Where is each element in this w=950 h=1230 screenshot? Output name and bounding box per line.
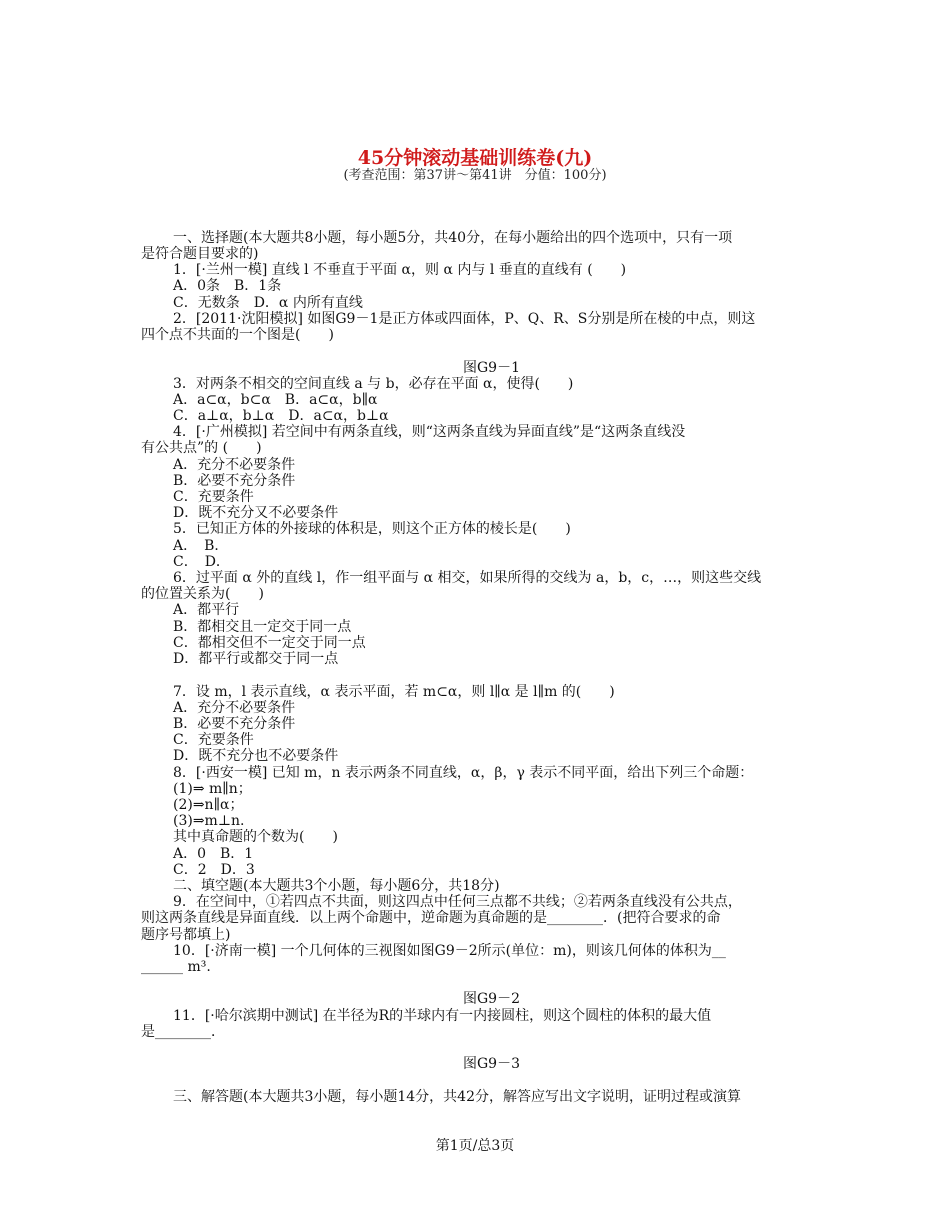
- question-line: 9．在空间中，①若四点不共面，则这四点中任何三点都不共线；②若两条直线没有公共点，: [173, 894, 742, 910]
- text-line: ______ m³.: [141, 959, 211, 975]
- text-line: 有公共点”的 ( ): [141, 440, 262, 456]
- text-line: 的位置关系为( ): [141, 586, 264, 602]
- text-line: 其中真命题的个数为( ): [173, 829, 338, 845]
- option-line: A．0条 B．1条: [173, 278, 282, 294]
- figure-caption: 图G9－2: [463, 991, 520, 1007]
- option-line: A．都平行: [173, 602, 240, 618]
- section-heading: 二、填空题(本大题共3个小题，每小题6分，共18分): [173, 878, 500, 894]
- question-line: 6．过平面 α 外的直线 l，作一组平面与 α 相交，如果所得的交线为 a，b，c，…，则这些交线: [173, 570, 762, 586]
- question-line: 4．[·广州模拟] 若空间中有两条直线，则“这两条直线为异面直线”是“这两条直线没: [173, 424, 686, 440]
- question-line: 3．对两条不相交的空间直线 a 与 b，必存在平面 α，使得( ): [173, 376, 574, 392]
- section-heading: 一、选择题(本大题共8小题，每小题5分，共40分，在每小题给出的四个选项中，只有一项: [173, 230, 733, 246]
- option-line: C．2 D．3: [173, 862, 255, 878]
- text-line: 四个点不共面的一个图是( ): [141, 327, 334, 343]
- question-line: 5．已知正方体的外接球的体积是，则这个正方体的棱长是( ): [173, 521, 571, 537]
- page-subtitle: (考查范围：第37讲～第41讲 分值：100分): [343, 168, 607, 183]
- option-line: C．a⊥α，b⊥α D．a⊂α，b⊥α: [173, 408, 389, 424]
- proposition-line: (2)⇒n∥α；: [173, 797, 244, 813]
- question-line: 8．[·西安一模] 已知 m，n 表示两条不同直线，α，β，γ 表示不同平面，给出下列三个命题：: [173, 765, 754, 781]
- option-line: C．都相交但不一定交于同一点: [173, 635, 366, 651]
- option-line: C． D．: [173, 554, 230, 570]
- page-footer: 第1页/总3页: [435, 1138, 515, 1154]
- option-line: A．0 B．1: [173, 846, 254, 862]
- figure-caption: 图G9－1: [463, 360, 520, 376]
- question-line: 10．[·济南一模] 一个几何体的三视图如图G9－2所示(单位：m)，则该几何体的体积为__: [173, 943, 726, 959]
- text-line: 则这两条直线是异面直线．以上两个命题中，逆命题为真命题的是________．(把符合要求的命: [141, 910, 721, 926]
- option-line: A．a⊂α，b⊂α B．a⊂α，b∥α: [173, 392, 378, 408]
- option-line: D．都平行或都交于同一点: [173, 651, 339, 667]
- option-line: D．既不充分又不必要条件: [173, 505, 339, 521]
- question-line: 7．设 m，l 表示直线，α 表示平面，若 m⊂α，则 l∥α 是 l∥m 的( ): [173, 684, 615, 700]
- proposition-line: (1)⇒ m∥n；: [173, 781, 252, 797]
- option-line: B．必要不充分条件: [173, 473, 296, 489]
- question-line: 1．[·兰州一模] 直线 l 不垂直于平面 α，则 α 内与 l 垂直的直线有 ( ): [173, 262, 627, 278]
- option-line: C．无数条 D．α 内所有直线: [173, 295, 363, 311]
- option-line: C．充要条件: [173, 732, 254, 748]
- question-line: 2．[2011·沈阳模拟] 如图G9－1是正方体或四面体，P、Q、R、S分别是所在棱的中点，则这: [173, 311, 756, 327]
- option-line: D．既不充分也不必要条件: [173, 748, 339, 764]
- option-line: B．必要不充分条件: [173, 716, 296, 732]
- figure-caption: 图G9－3: [463, 1056, 520, 1072]
- section-heading: 三、解答题(本大题共3小题，每小题14分，共42分，解答应写出文字说明，证明过程或演算: [173, 1089, 741, 1105]
- page-title: 45分钟滚动基础训练卷(九): [357, 147, 593, 169]
- proposition-line: (3)⇒m⊥n.: [173, 813, 245, 829]
- option-line: C．充要条件: [173, 489, 254, 505]
- question-line: 11．[·哈尔滨期中测试] 在半径为R的半球内有一内接圆柱，则这个圆柱的体积的最大值: [173, 1008, 712, 1024]
- text-line: 是________．: [141, 1024, 225, 1040]
- text-line: 题序号都填上): [141, 927, 231, 943]
- text-line: 是符合题目要求的): [141, 246, 259, 262]
- option-line: A．充分不必要条件: [173, 700, 296, 716]
- option-line: A．充分不必要条件: [173, 457, 296, 473]
- option-line: A． B．: [173, 538, 229, 554]
- option-line: B．都相交且一定交于同一点: [173, 619, 352, 635]
